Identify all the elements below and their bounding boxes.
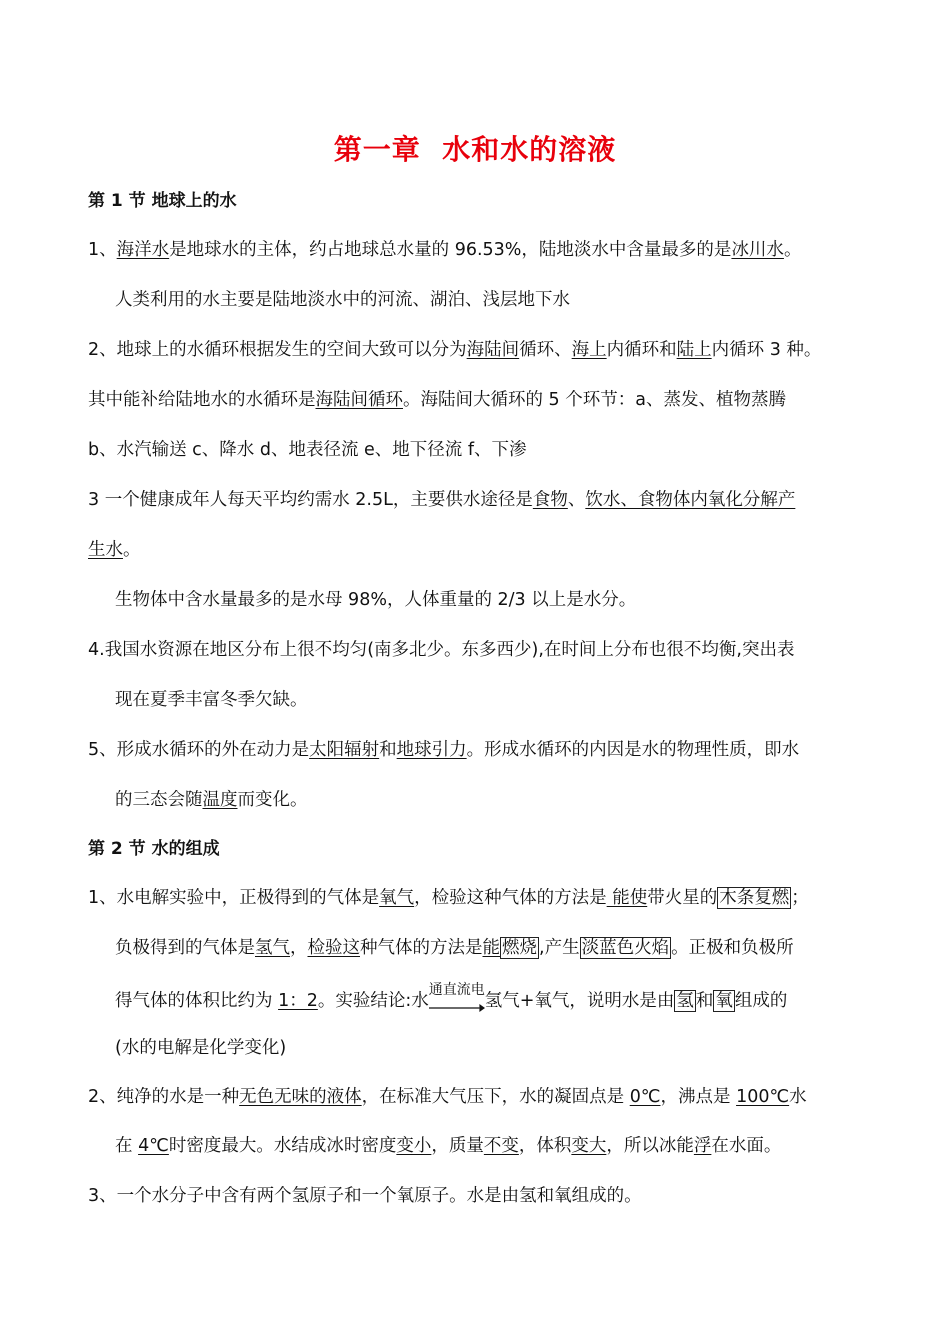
text: 内循环 3 种。 xyxy=(711,340,822,360)
text: 。海陆间大循环的 5 个环节：a、蒸发、植物蒸腾 xyxy=(403,390,786,410)
text: 2、纯净的水是一种 xyxy=(88,1087,240,1107)
text: ，沸点是 xyxy=(660,1087,737,1107)
term: 海陆间 xyxy=(466,340,520,360)
text: 而变化。 xyxy=(237,790,308,810)
reaction-condition xyxy=(428,982,485,1015)
term: 生水 xyxy=(88,540,123,560)
text: 。正极和负极所 xyxy=(671,938,794,958)
text: 组成的 xyxy=(734,991,788,1011)
text: 负极得到的气体是 xyxy=(115,938,255,958)
s2-item-1-line-1 xyxy=(88,885,809,911)
s1-item-1-line-2: 人类利用的水主要是陆地淡水中的河流、湖泊、浅层地下水 xyxy=(115,290,570,310)
s1-item-2-line-3: b、水汽输送 c、降水 d、地表径流 e、地下径流 f、下渗 xyxy=(88,440,527,460)
text: 其中能补给陆地水的水循环是 xyxy=(88,390,316,410)
text: ,产生 xyxy=(539,938,580,958)
term: 海洋水 xyxy=(116,240,170,260)
term: 不变 xyxy=(483,1136,519,1156)
text: 得气体的体积比约为 xyxy=(115,991,279,1011)
boxed-term: 燃烧 xyxy=(502,938,537,958)
term: 饮水、食物体内氧化分解产 xyxy=(585,490,796,510)
term: 变小 xyxy=(396,1136,432,1156)
text: 。实验结论:水 xyxy=(317,991,429,1011)
boxed-term: 氧 xyxy=(715,991,733,1011)
term: 食物 xyxy=(532,490,568,510)
text: 是地球水的主体，约占地球总水量的 96.53%，陆地淡水中含量最多的是 xyxy=(169,240,732,260)
term: 浮 xyxy=(693,1136,712,1156)
term: 100℃ xyxy=(736,1087,790,1107)
term: 陆上 xyxy=(676,340,712,360)
text: ，质量 xyxy=(431,1136,484,1156)
s2-item-2-line-1 xyxy=(88,1084,807,1110)
s1-item-4-line-1: 4.我国水资源在地区分布上很不均匀(南多北少。东多西少),在时间上分布也很不均衡,突出表 xyxy=(88,640,795,660)
text: 带火星的 xyxy=(647,888,718,908)
s2-item-1-line-2 xyxy=(115,935,794,961)
text: 和 xyxy=(695,991,714,1011)
text: ，所以冰能 xyxy=(606,1136,694,1156)
term: 氧气 xyxy=(379,888,415,908)
s1-item-5-line-1 xyxy=(88,737,799,763)
s1-item-3-line-3: 生物体中含水量最多的是水母 98%，人体重量的 2/3 以上是水分。 xyxy=(115,590,637,610)
term: 地球引力 xyxy=(396,740,467,760)
text: 。 xyxy=(123,540,141,560)
term: 检验这 xyxy=(307,938,360,958)
section-1-heading: 第 1 节 地球上的水 xyxy=(88,191,237,211)
text: 内循环和 xyxy=(606,340,677,360)
s2-item-3: 3、一个水分子中含有两个氢原子和一个氧原子。水是由氢和氧组成的。 xyxy=(88,1186,642,1206)
term: 1：2 xyxy=(278,991,318,1011)
s2-item-2-line-2 xyxy=(115,1133,781,1159)
reaction-arrow-icon xyxy=(429,1004,485,1012)
text: 循环、 xyxy=(519,340,572,360)
text: ， xyxy=(290,938,308,958)
term: 海陆间循环 xyxy=(315,390,403,410)
text: 种气体的方法是 xyxy=(360,938,483,958)
section-2-heading: 第 2 节 水的组成 xyxy=(88,839,220,859)
s1-item-3-line-2 xyxy=(88,537,141,563)
s1-item-3-line-1 xyxy=(88,487,795,513)
text: ； xyxy=(791,888,809,908)
s1-item-5-line-2 xyxy=(115,787,308,813)
term: 海上 xyxy=(571,340,607,360)
term: 0℃ xyxy=(629,1087,661,1107)
s1-item-4-line-2: 现在夏季丰富冬季欠缺。 xyxy=(115,690,308,710)
term: 变大 xyxy=(571,1136,607,1156)
boxed-term: 氢 xyxy=(676,991,694,1011)
text: ，检验这种气体的方法是 xyxy=(414,888,607,908)
text: 5、形成水循环的外在动力是 xyxy=(88,740,310,760)
text: 。 xyxy=(783,240,802,260)
text: 在水面。 xyxy=(711,1136,782,1156)
boxed-term: 木条复燃 xyxy=(719,888,790,908)
text: 2、地球上的水循环根据发生的空间大致可以分为 xyxy=(88,340,467,360)
term: 太阳辐射 xyxy=(309,740,380,760)
s2-item-1-line-4: (水的电解是化学变化) xyxy=(115,1038,287,1058)
text: 氢气+氧气，说明水是由 xyxy=(484,991,675,1011)
term: 温度 xyxy=(202,790,238,810)
text: 的三态会随 xyxy=(115,790,203,810)
text: 水 xyxy=(789,1087,807,1107)
chapter-title: 第一章 水和水的溶液 xyxy=(333,133,617,166)
reaction-condition-label: 通直流电 xyxy=(428,982,485,998)
text: 时密度最大。水结成冰时密度 xyxy=(168,1136,397,1156)
text: 、 xyxy=(567,490,586,510)
boxed-term: 淡蓝色火焰 xyxy=(581,938,670,958)
term: 能 xyxy=(482,938,500,958)
term: 4℃ xyxy=(138,1136,169,1156)
text: 1、水电解实验中，正极得到的气体是 xyxy=(88,888,380,908)
text: ，在标准大气压下，水的凝固点是 xyxy=(361,1087,630,1107)
s1-item-2-line-1 xyxy=(88,337,821,363)
text: 在 xyxy=(115,1136,139,1156)
s1-item-2-line-2 xyxy=(88,387,786,413)
text: ，体积 xyxy=(518,1136,572,1156)
s1-item-1-line-1: 1、海洋水是地球水的主体，约占地球总水量的 96.53%，陆地淡水中含量最多的是冰川水。 xyxy=(88,240,802,260)
s2-item-1-line-3 xyxy=(115,982,788,1015)
text: 和 xyxy=(379,740,397,760)
term: 能使 xyxy=(606,888,648,908)
text: 。形成水循环的内因是水的物理性质，即水 xyxy=(466,740,800,760)
term: 冰川水 xyxy=(731,240,784,260)
term: 无色无味的液体 xyxy=(239,1087,362,1107)
text: 3 一个健康成年人每天平均约需水 2.5L，主要供水途径是 xyxy=(88,490,533,510)
term: 氢气 xyxy=(255,938,290,958)
